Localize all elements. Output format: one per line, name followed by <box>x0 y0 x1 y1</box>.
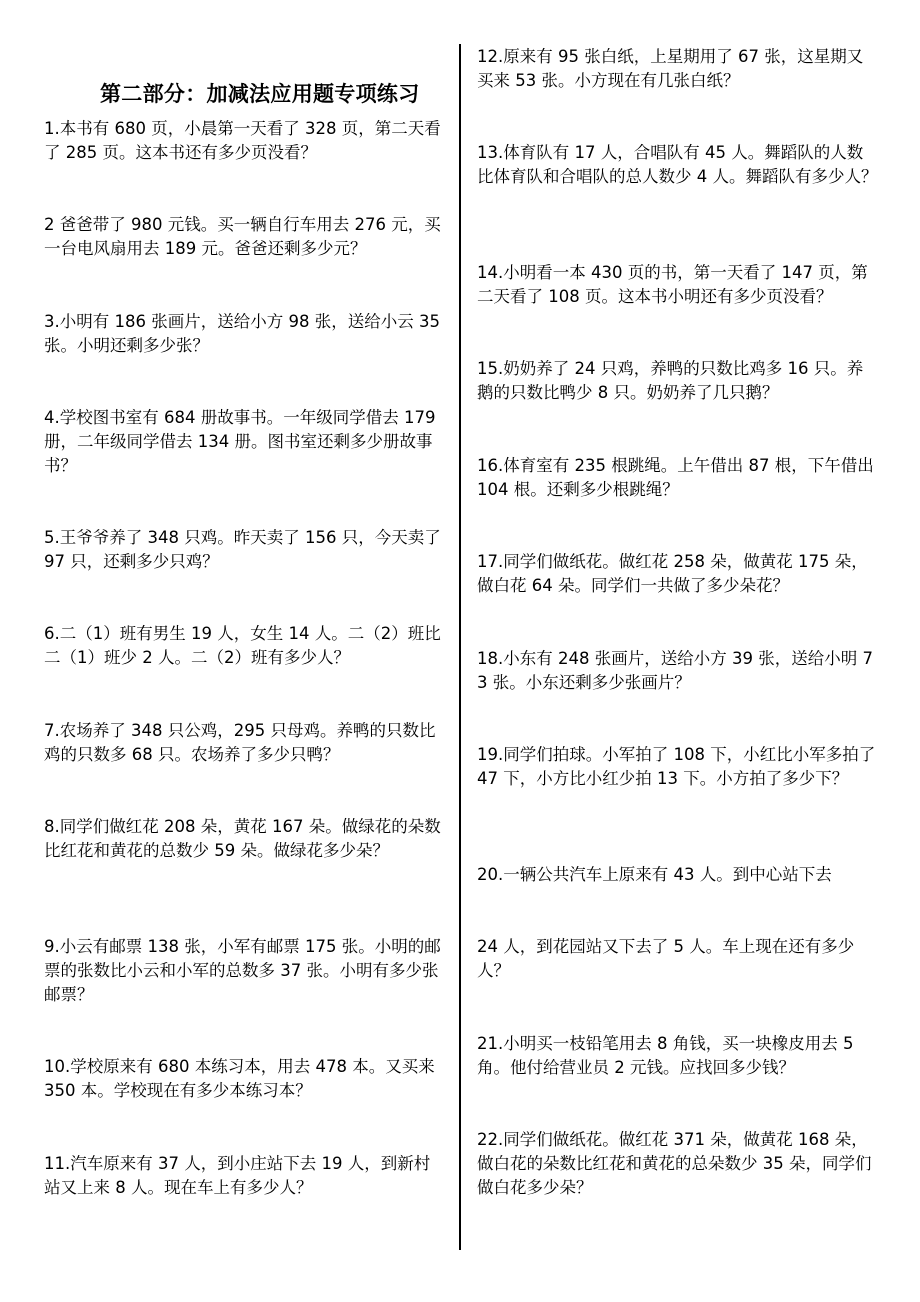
problem-4: 4.学校图书室有 684 册故事书。一年级同学借去 179 册，二年级同学借去 134 册。图书室还剩多少册故事书？ <box>44 408 436 475</box>
problem-17: 17.同学们做纸花。做红花 258 朵，做黄花 175 朵，做白花 64 朵。同学们一共做了多少朵花？ <box>477 552 868 595</box>
problem-19: 19.同学们拍球。小军拍了 108 下，小红比小军多拍了 47 下，小方比小红少拍 13 下。小方拍了多少下？ <box>477 745 876 788</box>
problem-16: 16.体育室有 235 根跳绳。上午借出 87 根，下午借出 104 根。还剩多少根跳绳？ <box>477 456 874 499</box>
column-divider <box>459 44 461 1250</box>
problem-9: 9.小云有邮票 138 张，小军有邮票 175 张。小明的邮票的张数比小云和小军的总数多 37 张。小明有多少张邮票？ <box>44 937 441 1004</box>
problem-20-part-2: 24 人，到花园站又下去了 5 人。车上现在还有多少人？ <box>477 937 855 980</box>
problem-13: 13.体育队有 17 人，合唱队有 45 人。舞蹈队的人数比体育队和合唱队的总人数少 4 人。舞蹈队有多少人？ <box>477 143 878 186</box>
problem-12: 12.原来有 95 张白纸，上星期用了 67 张，这星期又买来 53 张。小方现在有几张白纸？ <box>477 47 864 90</box>
problem-15: 15.奶奶养了 24 只鸡，养鸭的只数比鸡多 16 只。养鹅的只数比鸭少 8 只。奶奶养了几只鹅？ <box>477 359 864 402</box>
problem-20-part-1: 20.一辆公共汽车上原来有 43 人。到中心站下去 <box>477 865 832 884</box>
problem-5: 5.王爷爷养了 348 只鸡。昨天卖了 156 只，今天卖了 97 只，还剩多少只鸡？ <box>44 528 441 571</box>
problem-7: 7.农场养了 348 只公鸡，295 只母鸡。养鸭的只数比鸡的只数多 68 只。农场养了多少只鸭？ <box>44 721 436 764</box>
problem-22: 22.同学们做纸花。做红花 371 朵，做黄花 168 朵，做白花的朵数比红花和黄花的总朵数少 35 朵，同学们做白花多少朵？ <box>477 1130 872 1197</box>
problem-21: 21.小明买一枝铅笔用去 8 角钱，买一块橡皮用去 5 角。他付给营业员 2 元钱。应找回多少钱？ <box>477 1034 854 1077</box>
problem-18: 18.小东有 248 张画片，送给小方 39 张，送给小明 73 张。小东还剩多少张画片？ <box>477 649 873 692</box>
problem-1: 1.本书有 680 页，小晨第一天看了 328 页，第二天看了 285 页。这本书还有多少页没看？ <box>44 119 441 162</box>
problem-10: 10.学校原来有 680 本练习本，用去 478 本。又买来 350 本。学校现在有多少本练习本？ <box>44 1057 435 1100</box>
problem-3: 3.小明有 186 张画片，送给小方 98 张，送给小云 35 张。小明还剩多少张？ <box>44 312 440 355</box>
problem-6: 6.二（1）班有男生 19 人，女生 14 人。二（2）班比二（1）班少 2 人。二（2）班有多少人？ <box>44 624 441 667</box>
problem-8: 8.同学们做红花 208 朵，黄花 167 朵。做绿花的朵数比红花和黄花的总数少 59 朵。做绿花多少朵？ <box>44 817 441 860</box>
page-title: 第二部分：加减法应用题专项练习 <box>100 81 420 106</box>
problem-14: 14.小明看一本 430 页的书，第一天看了 147 页，第二天看了 108 页。这本书小明还有多少页没看？ <box>477 263 868 306</box>
problem-2: 2 爸爸带了 980 元钱。买一辆自行车用去 276 元，买一台电风扇用去 189 元。爸爸还剩多少元？ <box>44 215 441 258</box>
problem-11: 11.汽车原来有 37 人，到小庄站下去 19 人，到新村站又上来 8 人。现在车上有多少人？ <box>44 1154 431 1197</box>
